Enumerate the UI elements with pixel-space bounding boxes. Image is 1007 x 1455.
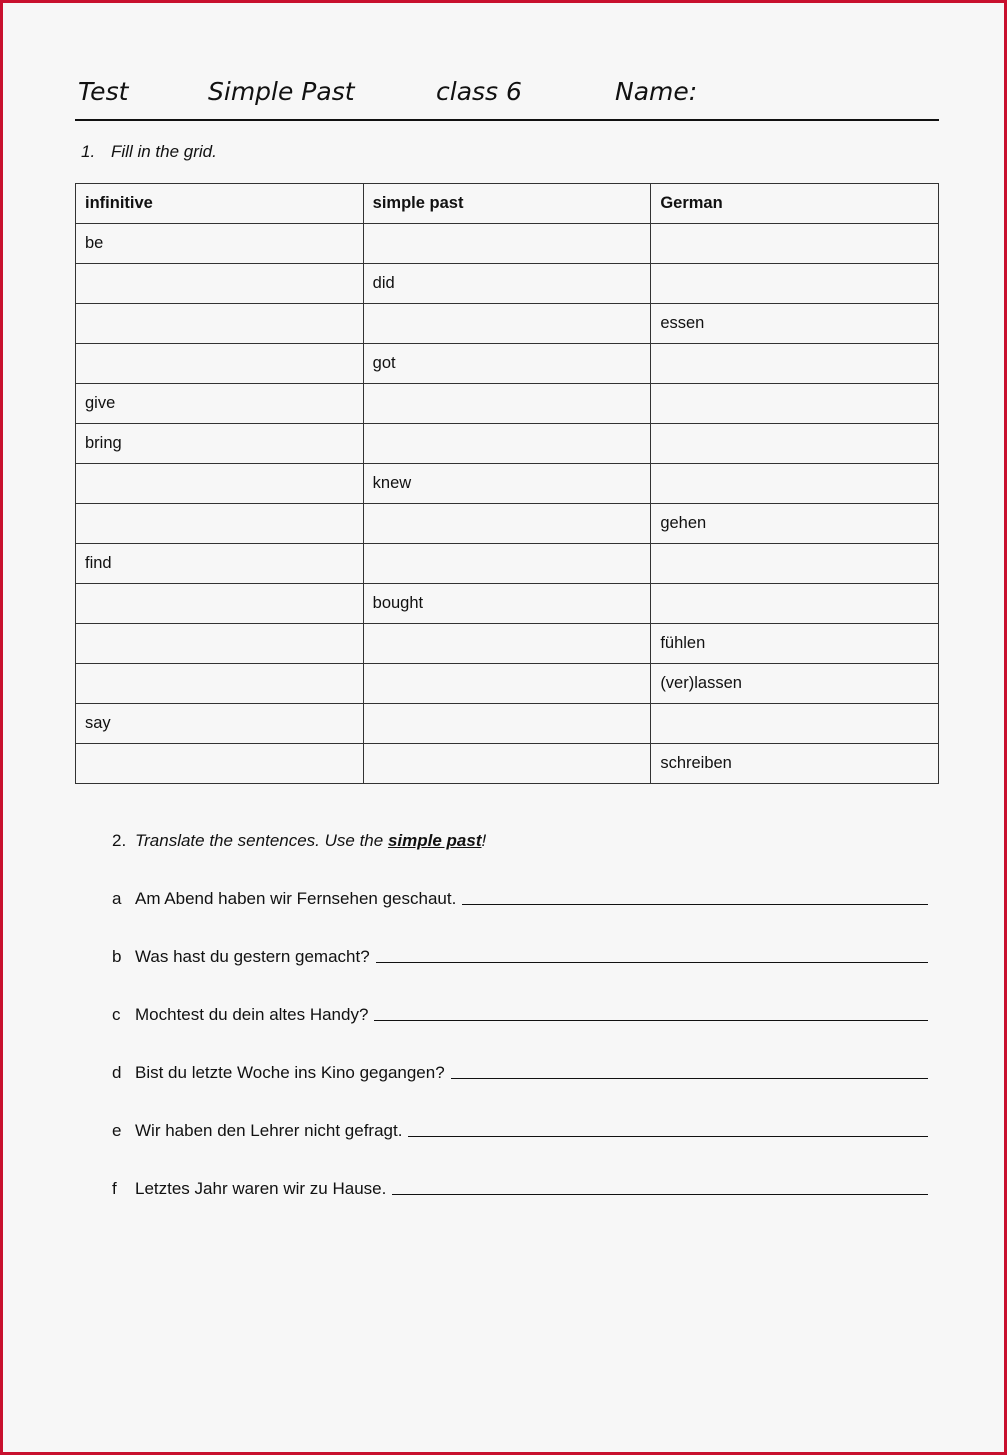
sentence-text: Letztes Jahr waren wir zu Hause. <box>135 1179 387 1198</box>
sentence-letter: e <box>112 1121 122 1140</box>
header-test: Test <box>78 77 129 106</box>
grid-cell-german: schreiben <box>651 744 939 784</box>
task1-text: Fill in the grid. <box>111 142 217 161</box>
grid-cell-simple-past: got <box>363 344 651 384</box>
grid-cell-infinitive: find <box>76 544 364 584</box>
grid-blank-german[interactable] <box>651 264 939 304</box>
sentence-text: Bist du letzte Woche ins Kino gegangen? <box>135 1063 445 1082</box>
sentence-letter: b <box>112 947 122 966</box>
grid-blank-simple-past[interactable] <box>363 504 651 544</box>
grid-blank-simple-past[interactable] <box>363 304 651 344</box>
sentence-text: Was hast du gestern gemacht? <box>135 947 370 966</box>
grid-cell-infinitive: be <box>76 224 364 264</box>
grid-header-infinitive: infinitive <box>76 184 364 224</box>
header-topic: Simple Past <box>208 77 355 106</box>
sentence-text: Wir haben den Lehrer nicht gefragt. <box>135 1121 403 1140</box>
grid-row <box>76 544 939 584</box>
grid-row <box>76 384 939 424</box>
grid-cell-simple-past: knew <box>363 464 651 504</box>
task2-number: 2. <box>112 831 127 850</box>
grid-blank-infinitive[interactable] <box>76 344 364 384</box>
header-name-label: Name: <box>615 77 698 106</box>
header-rule <box>75 119 939 121</box>
grid-row <box>76 304 939 344</box>
grid-blank-infinitive[interactable] <box>76 304 364 344</box>
grid-row <box>76 704 939 744</box>
sentence-text: Mochtest du dein altes Handy? <box>135 1005 369 1024</box>
grid-row <box>76 424 939 464</box>
task2-text-end: ! <box>481 831 487 850</box>
worksheet-header <box>78 73 938 121</box>
grid-blank-infinitive[interactable] <box>76 264 364 304</box>
grid-cell-infinitive: say <box>76 704 364 744</box>
grid-blank-german[interactable] <box>651 544 939 584</box>
grid-blank-simple-past[interactable] <box>363 424 651 464</box>
grid-blank-german[interactable] <box>651 224 939 264</box>
task2-instruction <box>112 831 486 851</box>
task2-text: Translate the sentences. Use the <box>135 831 384 850</box>
grid-row <box>76 224 939 264</box>
task1-instruction <box>81 142 217 162</box>
grid-blank-infinitive[interactable] <box>76 744 364 784</box>
grid-cell-simple-past: bought <box>363 584 651 624</box>
grid-row <box>76 264 939 304</box>
grid-body <box>76 224 939 784</box>
grid-blank-german[interactable] <box>651 384 939 424</box>
grid-cell-german: fühlen <box>651 624 939 664</box>
grid-cell-german: essen <box>651 304 939 344</box>
grid-blank-simple-past[interactable] <box>363 664 651 704</box>
grid-cell-german: (ver)lassen <box>651 664 939 704</box>
grid-blank-infinitive[interactable] <box>76 624 364 664</box>
grid-blank-german[interactable] <box>651 584 939 624</box>
grid-blank-german[interactable] <box>651 424 939 464</box>
header-class: class 6 <box>436 77 522 106</box>
grid-blank-simple-past[interactable] <box>363 384 651 424</box>
grid-cell-infinitive: give <box>76 384 364 424</box>
grid-row <box>76 464 939 504</box>
verb-grid <box>75 183 939 784</box>
sentence-item <box>112 1057 938 1083</box>
sentence-letter: c <box>112 1005 121 1024</box>
answer-line[interactable] <box>374 1020 928 1021</box>
grid-row <box>76 584 939 624</box>
grid-blank-simple-past[interactable] <box>363 744 651 784</box>
answer-line[interactable] <box>451 1078 928 1079</box>
grid-blank-infinitive[interactable] <box>76 464 364 504</box>
grid-row <box>76 744 939 784</box>
grid-blank-simple-past[interactable] <box>363 224 651 264</box>
grid-header-german: German <box>651 184 939 224</box>
grid-row <box>76 344 939 384</box>
sentence-letter: f <box>112 1179 117 1198</box>
grid-cell-simple-past: did <box>363 264 651 304</box>
grid-blank-infinitive[interactable] <box>76 584 364 624</box>
grid-blank-german[interactable] <box>651 464 939 504</box>
grid-blank-german[interactable] <box>651 344 939 384</box>
task2-emphasis: simple past <box>387 831 482 850</box>
task1-number: 1. <box>81 142 96 161</box>
sentence-item <box>112 941 938 967</box>
grid-row <box>76 624 939 664</box>
grid-blank-simple-past[interactable] <box>363 704 651 744</box>
grid-blank-simple-past[interactable] <box>363 624 651 664</box>
answer-line[interactable] <box>376 962 928 963</box>
sentence-item <box>112 883 938 909</box>
grid-blank-infinitive[interactable] <box>76 504 364 544</box>
grid-cell-infinitive: bring <box>76 424 364 464</box>
grid-blank-simple-past[interactable] <box>363 544 651 584</box>
grid-header-simple-past: simple past <box>363 184 651 224</box>
grid-cell-german: gehen <box>651 504 939 544</box>
sentence-item <box>112 999 938 1025</box>
grid-blank-infinitive[interactable] <box>76 664 364 704</box>
grid-header-row <box>76 184 939 224</box>
sentence-letter: d <box>112 1063 122 1082</box>
sentence-letter: a <box>112 889 122 908</box>
sentence-item <box>112 1173 938 1199</box>
sentence-item <box>112 1115 938 1141</box>
grid-row <box>76 664 939 704</box>
grid-blank-german[interactable] <box>651 704 939 744</box>
answer-line[interactable] <box>408 1136 928 1137</box>
answer-line[interactable] <box>392 1194 928 1195</box>
grid-row <box>76 504 939 544</box>
answer-line[interactable] <box>462 904 928 905</box>
sentence-text: Am Abend haben wir Fernsehen geschaut. <box>135 889 457 908</box>
